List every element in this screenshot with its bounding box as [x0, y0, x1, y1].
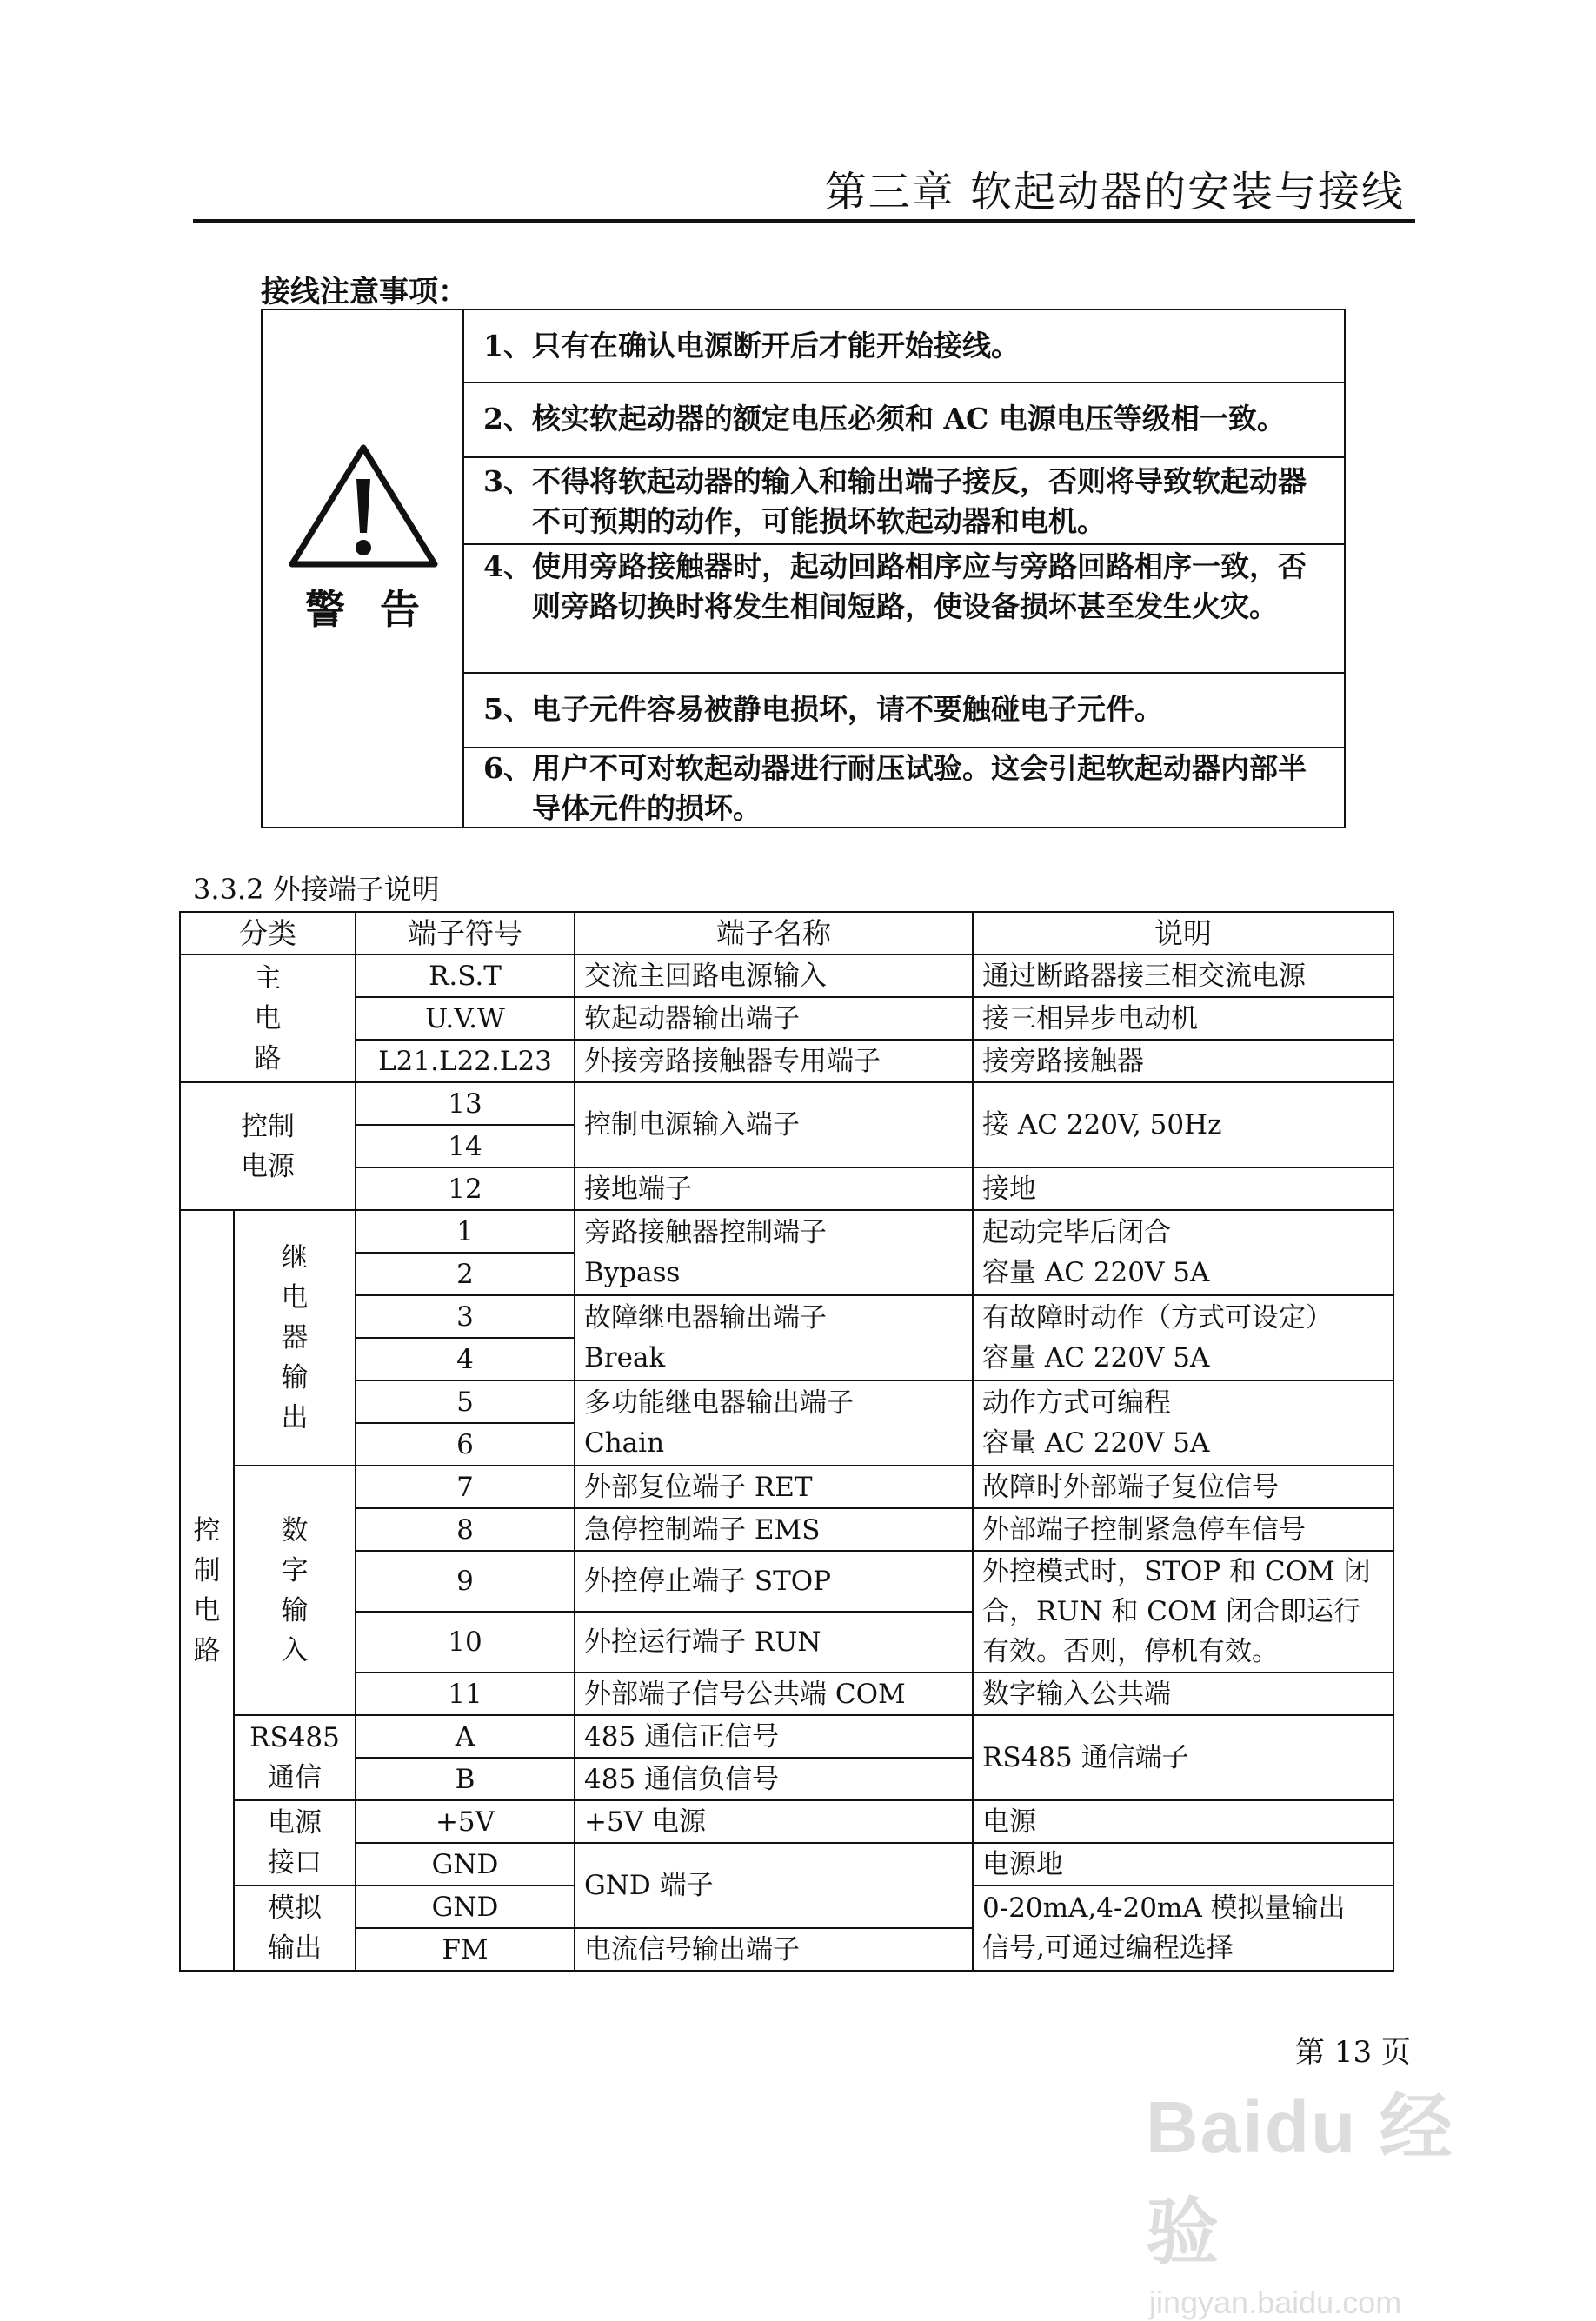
terminal-name: 485 通信负信号 [575, 1758, 973, 1800]
table-row [180, 1843, 1393, 1885]
terminal-name: 故障继电器输出端子 Break [575, 1295, 973, 1380]
terminal-name: 控制电源输入端子 [575, 1082, 973, 1167]
terminal-desc: 动作方式可编程 容量 AC 220V 5A [973, 1380, 1393, 1466]
terminal-desc: 外部端子控制紧急停车信号 [973, 1508, 1393, 1551]
item-text: 核实软起动器的额定电压必须和 AC 电源电压等级相一致。 [531, 402, 1286, 436]
terminal-symbol: 14 [356, 1125, 575, 1167]
table-row [180, 954, 1393, 997]
col-header-name: 端子名称 [575, 912, 973, 954]
terminal-symbol: 12 [356, 1167, 575, 1210]
terminal-name: 外部端子信号公共端 COM [575, 1673, 973, 1715]
terminal-desc: 故障时外部端子复位信号 [973, 1466, 1393, 1508]
terminal-name: 多功能继电器输出端子 Chain [575, 1380, 973, 1466]
terminal-symbol: GND [356, 1885, 575, 1928]
table-row [180, 1800, 1393, 1843]
subcategory-rs485: RS485 通信 [234, 1715, 356, 1800]
terminal-symbol: 11 [356, 1673, 575, 1715]
table-row [180, 1466, 1393, 1508]
item-number: 5、 [483, 692, 532, 726]
watermark-brand: Baidu 经验 [1146, 2086, 1454, 2273]
terminal-symbol: 13 [356, 1082, 575, 1125]
terminal-symbol: 8 [356, 1508, 575, 1551]
page-number: 第 13 页 [1295, 2035, 1411, 2070]
terminal-symbol: +5V [356, 1800, 575, 1843]
terminal-desc: 数字输入公共端 [973, 1673, 1393, 1715]
subcategory-relay-output: 继 电 器 输 出 [234, 1210, 356, 1466]
terminal-name: 外接旁路接触器专用端子 [575, 1040, 973, 1082]
col-header-category: 分类 [180, 912, 356, 954]
category-control-power: 控制 电源 [180, 1082, 356, 1210]
subcategory-analog-output: 模拟 输出 [234, 1885, 356, 1971]
terminal-desc: 外控模式时，STOP 和 COM 闭 合，RUN 和 COM 闭合即运行 有效。否则，停机有效。 [973, 1551, 1393, 1673]
terminal-symbol: 7 [356, 1466, 575, 1508]
terminal-name: GND 端子 [575, 1843, 973, 1928]
terminal-name: 485 通信正信号 [575, 1715, 973, 1758]
terminal-symbol: 3 [356, 1295, 575, 1338]
item-number: 6、 [483, 751, 532, 785]
terminal-name: 软起动器输出端子 [575, 997, 973, 1040]
terminal-symbol: FM [356, 1928, 575, 1971]
terminal-desc: 接 AC 220V, 50Hz [973, 1082, 1393, 1167]
header-rule [193, 219, 1415, 223]
warning-panel [263, 310, 464, 827]
terminal-symbol: R.S.T [356, 954, 575, 997]
terminal-name: 外控运行端子 RUN [575, 1612, 973, 1673]
col-header-desc: 说明 [973, 912, 1393, 954]
table-row [180, 997, 1393, 1040]
terminal-symbol: 9 [356, 1551, 575, 1612]
table-row [180, 1167, 1393, 1210]
table-row [180, 1380, 1393, 1423]
item-text: 用户不可对软起动器进行耐压试验。这会引起软起动器内部半导体元件的损坏。 [531, 751, 1307, 825]
warning-item [464, 458, 1344, 545]
warning-triangle-icon [287, 442, 440, 569]
table-row [180, 1082, 1393, 1125]
terminal-symbol: 1 [356, 1210, 575, 1253]
terminal-name: 接地端子 [575, 1167, 973, 1210]
table-row [180, 1673, 1393, 1715]
table-row [180, 1040, 1393, 1082]
terminal-symbol: U.V.W [356, 997, 575, 1040]
terminal-name: 旁路接触器控制端子 Bypass [575, 1210, 973, 1295]
item-number: 1、 [483, 329, 532, 362]
table-row [180, 1508, 1393, 1551]
terminal-desc: 起动完毕后闭合 容量 AC 220V 5A [973, 1210, 1393, 1295]
chapter-title: 第三章 软起动器的安装与接线 [824, 168, 1405, 216]
terminal-desc: 通过断路器接三相交流电源 [973, 954, 1393, 997]
watermark [1146, 2069, 1511, 2320]
terminal-desc: 电源地 [973, 1843, 1393, 1885]
col-header-symbol: 端子符号 [356, 912, 575, 954]
terminal-symbol: 5 [356, 1380, 575, 1423]
table-row [180, 1551, 1393, 1612]
warning-item [464, 383, 1344, 458]
terminal-desc: 接三相异步电动机 [973, 997, 1393, 1040]
watermark-url: jingyan.baidu.com [1149, 2284, 1402, 2320]
terminal-symbol: B [356, 1758, 575, 1800]
terminal-name: +5V 电源 [575, 1800, 973, 1843]
terminal-symbol: A [356, 1715, 575, 1758]
table-row [180, 1295, 1393, 1338]
warning-item [464, 748, 1344, 830]
table-header-row [180, 912, 1393, 954]
table-row [180, 1210, 1393, 1253]
table-row [180, 1715, 1393, 1758]
terminal-desc: RS485 通信端子 [973, 1715, 1393, 1800]
warning-item [464, 674, 1344, 748]
terminal-desc: 有故障时动作（方式可设定） 容量 AC 220V 5A [973, 1295, 1393, 1380]
terminal-name: 交流主回路电源输入 [575, 954, 973, 997]
terminal-symbol: 2 [356, 1253, 575, 1295]
item-text: 只有在确认电源断开后才能开始接线。 [531, 329, 1020, 362]
terminal-desc: 接地 [973, 1167, 1393, 1210]
terminal-desc: 电源 [973, 1800, 1393, 1843]
warning-list [464, 310, 1344, 827]
terminal-desc: 0-20mA,4-20mA 模拟量输出 信号,可通过编程选择 [973, 1885, 1393, 1971]
warning-item [464, 310, 1344, 383]
terminal-symbol: GND [356, 1843, 575, 1885]
item-number: 2、 [483, 402, 532, 436]
warning-box [261, 309, 1346, 828]
terminal-name: 急停控制端子 EMS [575, 1508, 973, 1551]
terminal-name: 电流信号输出端子 [575, 1928, 973, 1971]
terminal-symbol: 10 [356, 1612, 575, 1673]
item-text: 使用旁路接触器时，起动回路相序应与旁路回路相序一致，否则旁路切换时将发生相间短路，使设备损坏甚至发生火灾。 [531, 549, 1307, 623]
notes-heading: 接线注意事项： [261, 275, 468, 309]
category-control-circuit: 控 制 电 路 [180, 1210, 234, 1971]
terminal-name: 外部复位端子 RET [575, 1466, 973, 1508]
item-text: 电子元件容易被静电损坏，请不要触碰电子元件。 [531, 692, 1163, 726]
subcategory-digital-input: 数 字 输 入 [234, 1466, 356, 1715]
terminal-symbol: L21.L22.L23 [356, 1040, 575, 1082]
terminal-desc: 接旁路接触器 [973, 1040, 1393, 1082]
item-number: 4、 [483, 549, 532, 583]
terminal-name: 外控停止端子 STOP [575, 1551, 973, 1612]
warning-item [464, 545, 1344, 674]
terminal-table [179, 911, 1394, 1972]
item-number: 3、 [483, 464, 532, 498]
warning-label: 警告 [305, 586, 455, 633]
item-text: 不得将软起动器的输入和输出端子接反，否则将导致软起动器不可预期的动作，可能损坏软起动器和电机。 [531, 464, 1307, 538]
category-main-circuit: 主 电 路 [180, 954, 356, 1082]
subcategory-power-interface: 电源 接口 [234, 1800, 356, 1885]
terminal-symbol: 6 [356, 1423, 575, 1466]
terminal-symbol: 4 [356, 1338, 575, 1380]
section-title: 3.3.2 外接端子说明 [193, 873, 440, 906]
